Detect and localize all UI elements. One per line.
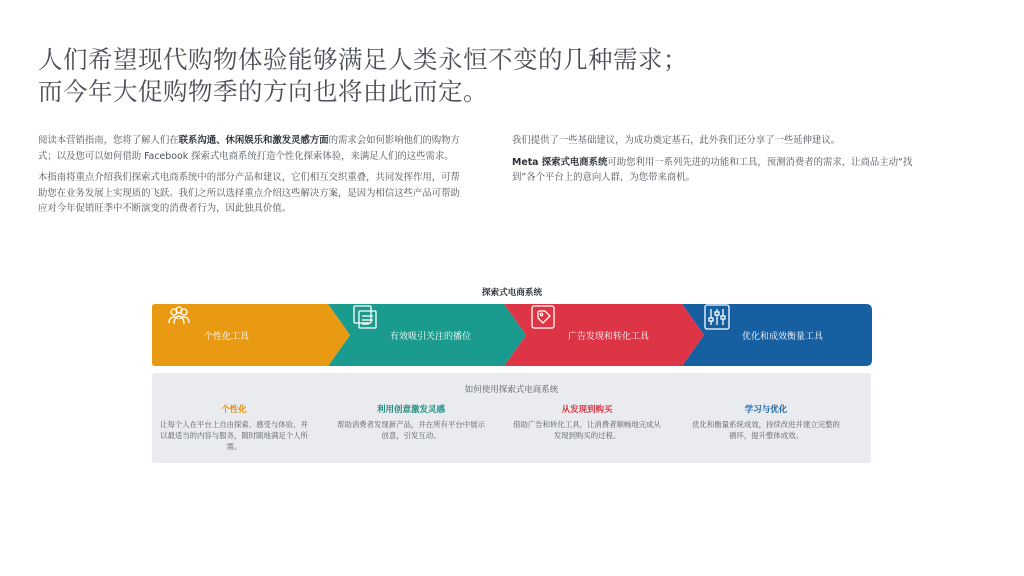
segment-personalization-tools <box>166 304 249 366</box>
intro-left-emphasis: 联系沟通、休闲娱乐和激发灵感方面 <box>178 135 329 146</box>
sliders-icon <box>704 322 730 348</box>
how-to-use-panel <box>152 373 871 463</box>
intro-left-text: 的需求会如何影响他们的购物方式；以及您可以如何借助 Facebook 探索式电商系统打造个性化探索体验，来满足人们的这些需求。 <box>38 135 460 162</box>
step-title: 个性化 <box>221 405 247 415</box>
step-title: 从发现到购买 <box>561 405 613 415</box>
intro-right-paragraph-2 <box>512 155 922 186</box>
intro-right-column <box>512 133 922 192</box>
intro-left-paragraph-1 <box>38 133 468 164</box>
intro-right-text: 可助您利用一系列先进的功能和工具，预测消费者的需求，让商品主动“找到”各个平台上的意向人群，为您带来商机。 <box>512 156 913 183</box>
segment-label: 个性化工具 <box>204 331 250 342</box>
intro-right-paragraph-1: 我们提供了一些基础建议，为成功奠定基石，此外我们还分享了一些延伸建议。 <box>512 135 841 146</box>
step-learn-optimize <box>691 403 841 441</box>
step-description: 帮助消费者发现新产品，并在所有平台中展示创意，引发互动。 <box>337 420 485 440</box>
intro-left-paragraph-2: 本指南将重点介绍我们探索式电商系统中的部分产品和建议，它们相互交织重叠，共同发挥作用，可帮助您在业务发展上实现质的飞跃。我们之所以选择重点介绍这些解决方案，是因为相信这些产品可帮助应对今年促销旺季中不断演变的消费者行为，因此独具价值。 <box>38 172 460 214</box>
intro-left-text: 阅读本营销指南，您将了解人们在 <box>38 135 179 146</box>
step-personalization <box>159 403 309 452</box>
step-creative-inspiration <box>336 403 486 441</box>
step-title: 学习与优化 <box>744 405 788 415</box>
headline-line-1: 人们希望现代购物体验能够满足人类永恒不变的几种需求； <box>38 45 688 74</box>
segment-label: 优化和成效衡量工具 <box>742 331 824 342</box>
intro-right-emphasis: Meta 探索式电商系统 <box>512 156 608 168</box>
segment-label: 广告发现和转化工具 <box>568 331 650 342</box>
step-description: 优化和衡量系统成效，持续改进并建立完整的循环，提升整体成效。 <box>692 420 840 440</box>
step-description: 借助广告和转化工具，让消费者顺畅地完成从发现到购买的过程。 <box>513 420 661 440</box>
step-title: 利用创意激发灵感 <box>376 405 445 415</box>
panel-title: 如何使用探索式电商系统 <box>464 385 559 395</box>
system-arrow-bar <box>152 304 872 366</box>
segment-engaging-placements <box>352 304 471 366</box>
people-icon <box>166 322 192 348</box>
headline-line-2: 而今年大促购物季的方向也将由此而定。 <box>38 77 488 106</box>
segment-optimization-measurement <box>704 304 823 366</box>
segment-label: 有效吸引关注的播位 <box>390 331 472 342</box>
diagram-title: 探索式电商系统 <box>481 288 543 298</box>
intro-left-column <box>38 133 468 223</box>
segment-discovery-conversion <box>530 304 649 366</box>
tag-icon <box>530 322 556 348</box>
step-discovery-to-purchase <box>512 403 662 441</box>
step-description: 让每个人在平台上自由探索、感受与体验，并以最适当的内容与服务，随时随地满足个人所需。 <box>160 420 308 451</box>
headline <box>38 44 758 108</box>
screens-icon <box>352 322 378 348</box>
